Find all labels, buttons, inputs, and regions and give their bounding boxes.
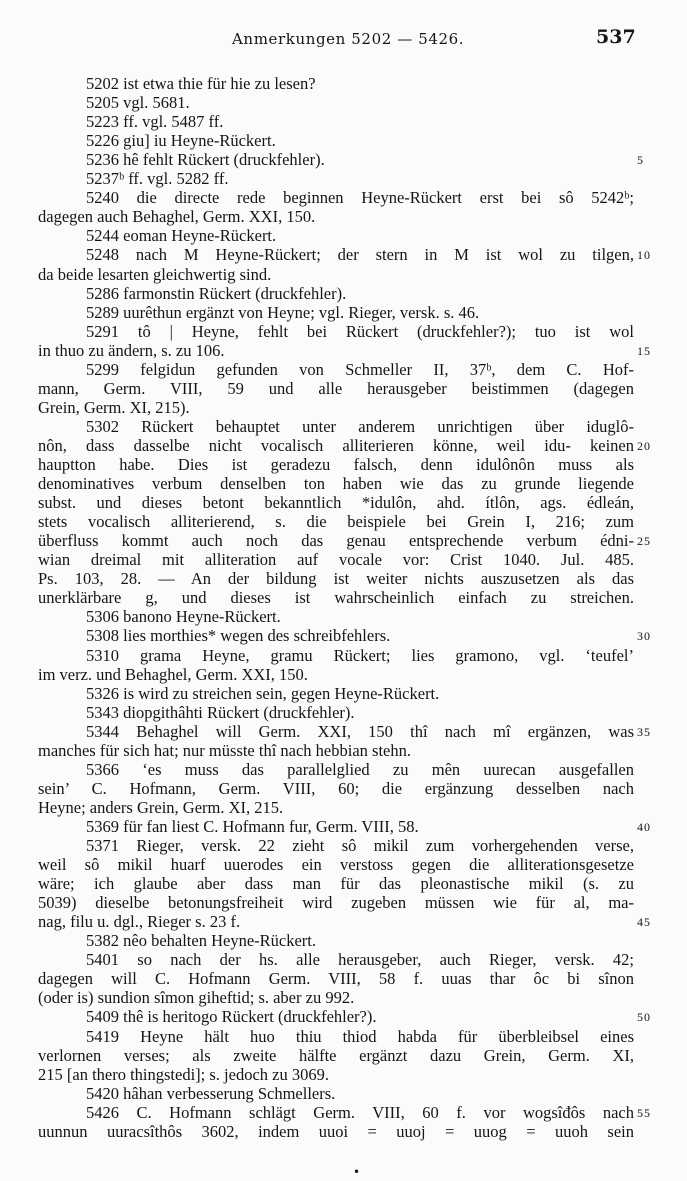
text-line: 5039) dieselbe betonungsfreiheit wird zugeben müssen wie für al, ma- [38, 893, 634, 913]
text-line: 5308 lies morthies* wegen des schreibfehlers. [86, 626, 391, 646]
text-line: 5286 farmonstin Rückert (druckfehler). [86, 283, 347, 303]
text-line: dagegen will C. Hofmann Germ. VIII, 58 f. uuas thar ôc bi sînon [38, 969, 634, 989]
text-line: Ps. 103, 28. — An der bildung ist weiter nichts auszusetzen als das [38, 569, 634, 589]
text-line: weil sô mikil huarf uuerodes ein verstoss gegen die alliterationsgesetze [38, 855, 634, 875]
text-line: 5344 Behaghel will Germ. XXI, 150 thî nach mî ergänzen, was [86, 721, 634, 741]
text-line: Grein, Germ. XI, 215). [38, 397, 190, 417]
text-line: 5289 uurêthun ergänzt von Heyne; vgl. Rieger, versk. s. 46. [86, 302, 480, 322]
text-line: 5223 ff. vgl. 5487 ff. [86, 112, 224, 132]
text-line: 5299 felgidun gefunden von Schmeller II, 37ᵇ, dem C. Hof- [86, 359, 634, 379]
text-line: 5226 giu] iu Heyne-Rückert. [86, 131, 276, 151]
margin-line-number: 30 [637, 629, 651, 644]
text-line: 5401 so nach der hs. alle herausgeber, auch Rieger, versk. 42; [86, 950, 634, 970]
text-line: wäre; ich glaube aber dass man für das pleonastische mikil (s. zu [38, 874, 634, 894]
text-line: 5419 Heyne hält huo thiu thiod habda für überbleibsel eines [86, 1026, 634, 1046]
text-line: 5202 ist etwa thie für hie zu lesen? [86, 74, 316, 93]
text-line: 5382 nêo behalten Heyne-Rückert. [86, 931, 317, 951]
text-line: im verz. und Behaghel, Germ. XXI, 150. [38, 664, 308, 684]
text-line: 5369 für fan liest C. Hofmann fur, Germ. VIII, 58. [86, 816, 419, 836]
text-line: 5236 hê fehlt Rückert (druckfehler). [86, 150, 325, 170]
margin-line-number: 15 [637, 343, 651, 358]
text-line: 215 [an thero thingstedi]; s. jedoch zu 3069. [38, 1064, 329, 1084]
text-line: sein’ C. Hofmann, Germ. VIII, 60; die ergänzung desselben nach [38, 778, 634, 798]
text-line: verlornen verses; als zweite hälfte ergänzt dazu Grein, Germ. XI, [38, 1045, 634, 1065]
text-line: 5291 tô | Heyne, fehlt bei Rückert (druckfehler?); tuo ist wol [86, 321, 634, 341]
text-line: in thuo zu ändern, s. zu 106. [38, 340, 225, 360]
margin-line-number: 55 [637, 1105, 651, 1120]
text-line: 5205 vgl. 5681. [86, 93, 190, 113]
margin-line-number: 50 [637, 1010, 651, 1025]
text-line: 5310 grama Heyne, gramu Rückert; lies gramono, vgl. ‘teufel’ [86, 645, 634, 665]
running-head: Anmerkungen 5202 — 5426. [232, 30, 465, 48]
text-line: 5326 is wird zu streichen sein, gegen Heyne-Rückert. [86, 683, 440, 703]
text-line: 5306 banono Heyne-Rückert. [86, 607, 281, 627]
margin-line-number: 10 [637, 248, 651, 263]
margin-line-number: 5 [637, 153, 644, 168]
margin-line-number: 45 [637, 915, 651, 930]
page-header [0, 0, 687, 60]
text-line: Heyne; anders Grein, Germ. XI, 215. [38, 797, 284, 817]
text-line: überfluss kommt auch noch das genau entsprechende verbum édni- [38, 531, 634, 551]
margin-line-number: 35 [637, 724, 651, 739]
margin-line-number: 40 [637, 819, 651, 834]
text-line: 5409 thê is heritogo Rückert (druckfehler?). [86, 1007, 377, 1027]
text-line: 5426 C. Hofmann schlägt Germ. VIII, 60 f. vor wogsîđôs nach [86, 1102, 634, 1122]
text-line: (oder is) sundion sîmon giheftid; s. aber zu 992. [38, 988, 355, 1008]
text-line: 5244 eoman Heyne-Rückert. [86, 226, 277, 246]
text-line: nôn, dass dasselbe nicht vocalisch alliterieren könne, weil idu- keinen [38, 435, 634, 455]
text-line: dagegen auch Behaghel, Germ. XXI, 150. [38, 207, 316, 227]
text-line: da beide lesarten gleichwertig sind. [38, 264, 272, 284]
text-line: mann, Germ. VIII, 59 und alle herausgeber beistimmen (dagegen [38, 378, 634, 398]
text-line: nag, filu u. dgl., Rieger s. 23 f. [38, 912, 241, 932]
text-line: uunnun uuracsîthôs 3602, indem uuoi = uuoj = uuog = uuoh sein [38, 1121, 634, 1141]
text-line: 5240 die directe rede beginnen Heyne-Rückert erst bei sô 5242ᵇ; [86, 188, 634, 208]
text-line: 5343 diopgithâhti Rückert (druckfehler). [86, 702, 355, 722]
text-line: unerklärbare g, und dieses ist wahrscheinlich einfach zu streichen. [38, 588, 634, 608]
text-line: subst. und dieses betont bekanntlich *idulôn, ahd. ítlôn, ags. édleán, [38, 493, 634, 513]
text-line: hauptton habe. Dies ist geradezu falsch, denn idulônôn muss als [38, 455, 634, 474]
page-number: 537 [596, 26, 636, 48]
text-line: 5366 ‘es muss das parallelglied zu mên uurecan ausgefallen [86, 759, 634, 779]
margin-line-number: 25 [637, 534, 651, 549]
text-line: 5248 nach M Heyne-Rückert; der stern in M ist wol zu tilgen, [86, 245, 634, 265]
text-line: manches für sich hat; nur müsste thî nach hebbian stehn. [38, 740, 411, 760]
text-line: 5302 Rückert behauptet unter anderem unrichtigen über iduglô- [86, 416, 634, 436]
text-line: 5420 hâhan verbesserung Schmellers. [86, 1083, 336, 1103]
text-line: denominatives verbum denselben ton haben wie das zu grunde liegende [38, 474, 634, 494]
text-line: 5371 Rieger, versk. 22 zieht sô mikil zum vorhergehenden verse, [86, 836, 634, 855]
text-line: 5237ᵇ ff. vgl. 5282 ff. [86, 169, 229, 189]
text-line: wian dreimal mit alliteration auf vocale vor: Crist 1040. Jul. 485. [38, 550, 634, 570]
text-line: stets vocalisch alliterierend, s. die beispiele bei Grein I, 216; zum [38, 512, 634, 532]
footer-mark: • [353, 1165, 361, 1179]
margin-line-number: 20 [637, 438, 651, 453]
